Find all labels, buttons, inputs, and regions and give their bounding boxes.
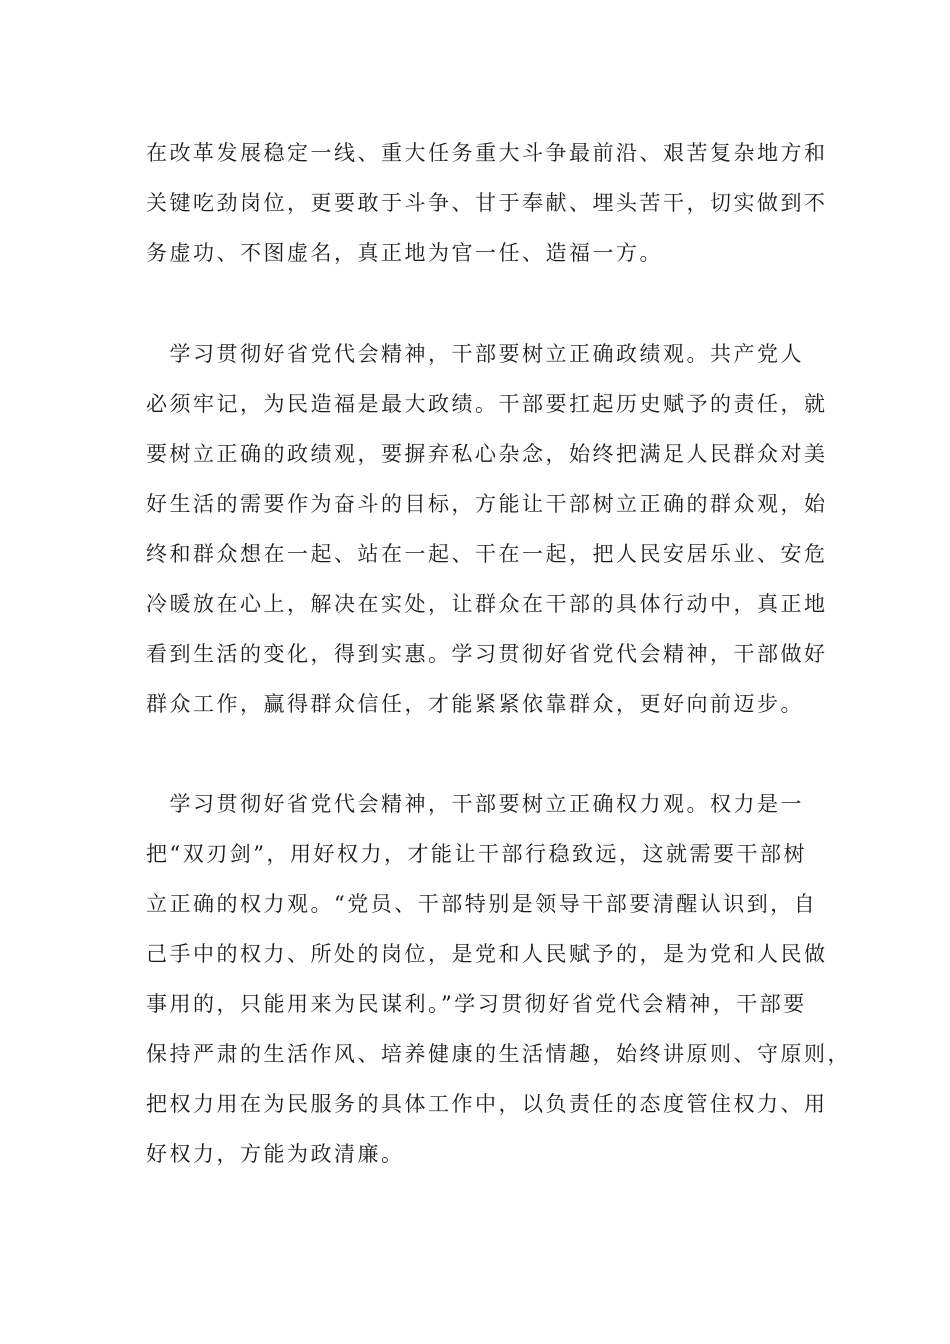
- text-line: 保持严肃的生活作风、培养健康的生活情趣，始终讲原则、守原则，: [146, 1042, 851, 1066]
- text-line: 己手中的权力、所处的岗位，是党和人民赋予的，是为党和人民做: [146, 942, 828, 966]
- text-line: 看到生活的变化，得到实惠。学习贯彻好省党代会精神，干部做好: [146, 642, 828, 666]
- text-line: 好生活的需要作为奋斗的目标，方能让干部树立正确的群众观，始: [146, 492, 828, 516]
- text-line: 好权力，方能为政清廉。: [146, 1142, 405, 1166]
- text-line: 群众工作，赢得群众信任，才能紧紧依靠群众，更好向前迈步。: [146, 692, 804, 716]
- text-line: 事用的，只能用来为民谋利。”学习贯彻好省党代会精神，干部要: [146, 992, 807, 1016]
- text-line: 务虚功、不图虚名，真正地为官一任、造福一方。: [146, 241, 663, 265]
- paragraph-continuation: [146, 140, 836, 290]
- text-line: 在改革发展稳定一线、重大任务重大斗争最前沿、艰苦复杂地方和: [146, 141, 828, 165]
- text-line: 冷暖放在心上，解决在实处，让群众在干部的具体行动中，真正地: [146, 592, 828, 616]
- paragraph-achievement-view: [146, 341, 836, 741]
- text-line: 把“双刃剑”，用好权力，才能让干部行稳致远，这就需要干部树: [146, 842, 807, 866]
- paragraph-power-view: [146, 791, 851, 1191]
- text-line: 关键吃劲岗位，更要敢于斗争、甘于奉献、埋头苦干，切实做到不: [146, 191, 828, 215]
- text-line: 立正确的权力观。“党员、干部特别是领导干部要清醒认识到，自: [146, 892, 818, 916]
- text-line: 要树立正确的政绩观，要摒弃私心杂念，始终把满足人民群众对美: [146, 442, 828, 466]
- text-line: 终和群众想在一起、站在一起、干在一起，把人民安居乐业、安危: [146, 542, 828, 566]
- text-line: 把权力用在为民服务的具体工作中，以负责任的态度管住权力、用: [146, 1092, 828, 1116]
- text-line: 学习贯彻好省党代会精神，干部要树立正确政绩观。共产党人: [146, 342, 804, 366]
- text-line: 学习贯彻好省党代会精神，干部要树立正确权力观。权力是一: [146, 792, 804, 816]
- text-line: 必须牢记，为民造福是最大政绩。干部要扛起历史赋予的责任，就: [146, 392, 828, 416]
